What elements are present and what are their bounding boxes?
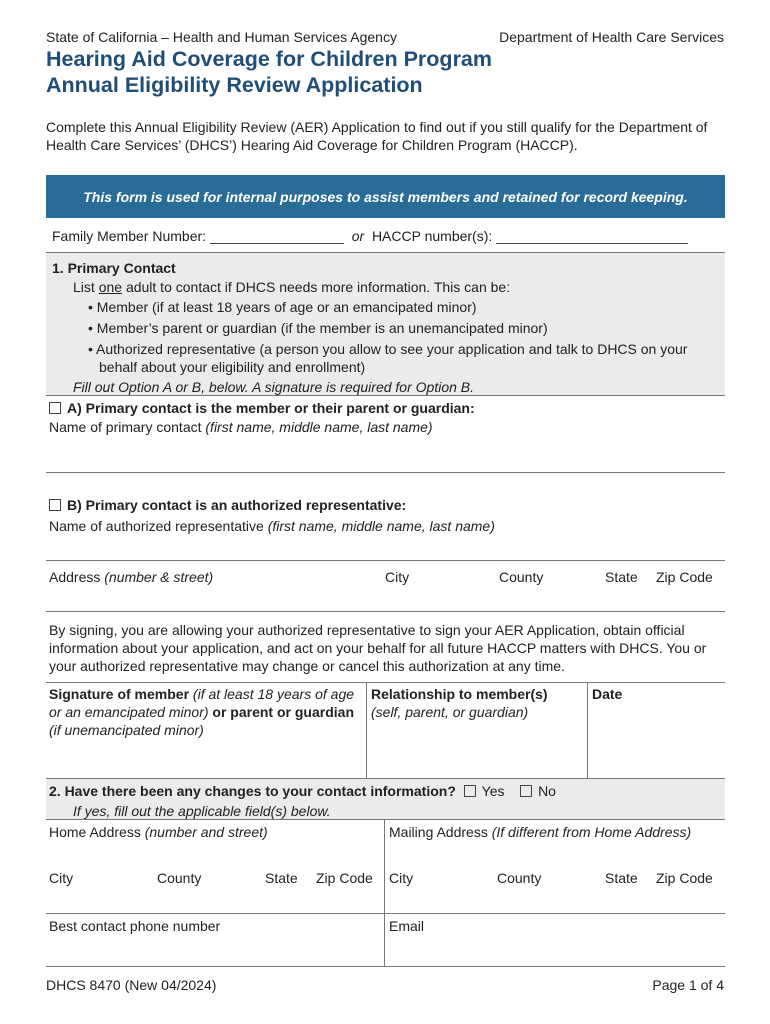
mailing-address-label: Mailing Address (If different from Home Address) bbox=[389, 824, 692, 840]
intro-text: Complete this Annual Eligibility Review (AER) Application to find out if you still qualify for the Department of Health Care Services’ (DHCS’) Hearing Aid Coverage for Children Program (HACCP). bbox=[46, 119, 708, 153]
list-item: • Member (if at least 18 years of age or an emancipated minor) bbox=[88, 299, 477, 315]
authorized-rep-name-field[interactable] bbox=[46, 560, 725, 561]
option-b-label: B) Primary contact is an authorized representative: bbox=[49, 496, 406, 514]
id-numbers-row bbox=[52, 228, 688, 244]
signature-label: Signature of member (if at least 18 years of age or an emancipated minor) or parent or guardian (if unemancipated minor) bbox=[49, 686, 355, 738]
mailing-zip-label: Zip Code bbox=[656, 870, 713, 886]
page-number: Page 1 of 4 bbox=[652, 977, 724, 993]
agency-name: State of California – Health and Human Services Agency bbox=[46, 29, 397, 45]
phone-label: Best contact phone number bbox=[49, 918, 221, 934]
authorized-rep-name-label: Name of authorized representative (first name, middle name, last name) bbox=[49, 518, 495, 534]
email-label: Email bbox=[389, 918, 425, 934]
haccp-number-field[interactable] bbox=[496, 231, 688, 244]
list-item: • Member’s parent or guardian (if the member is an unemancipated minor) bbox=[88, 320, 548, 336]
authorization-consent-text: By signing, you are allowing your authorized representative to sign your AER Application, obtain official information about your application, and act on your behalf for all future HACCP matters with DHCS. You or your authorized representative may change or cancel this authorization at any time. bbox=[49, 622, 707, 674]
address-fields[interactable] bbox=[46, 913, 725, 914]
form-title: Hearing Aid Coverage for Children Program bbox=[46, 47, 493, 71]
option-a-checkbox[interactable] bbox=[49, 402, 61, 414]
divider bbox=[46, 966, 725, 967]
form-id: DHCS 8470 (New 04/2024) bbox=[46, 977, 217, 993]
section1-note: Fill out Option A or B, below. A signature is required for Option B. bbox=[73, 379, 475, 395]
home-zip-label: Zip Code bbox=[316, 870, 373, 886]
home-address-label: Home Address (number and street) bbox=[49, 824, 268, 840]
divider bbox=[46, 682, 725, 683]
address-field[interactable] bbox=[46, 611, 725, 612]
option-a-label: A) Primary contact is the member or their parent or guardian: bbox=[49, 399, 475, 417]
mailing-state-label: State bbox=[605, 870, 638, 886]
county-label: County bbox=[499, 569, 544, 585]
family-member-label: Family Member Number: bbox=[52, 228, 207, 244]
mailing-city-label: City bbox=[389, 870, 414, 886]
divider bbox=[366, 682, 367, 778]
home-state-label: State bbox=[265, 870, 298, 886]
state-label: State bbox=[605, 569, 638, 585]
relationship-label: Relationship to member(s) (self, parent, or guardian) bbox=[371, 686, 548, 720]
list-item: • Authorized representative (a person you allow to see your application and talk to DHCS on your behalf about your eligibility and enrollment) bbox=[88, 341, 688, 375]
internal-use-banner: This form is used for internal purposes to assist members and retained for record keeping. bbox=[46, 175, 725, 218]
primary-contact-name-field[interactable] bbox=[46, 472, 725, 473]
section2-question: 2. Have there been any changes to your contact information? Yes No bbox=[49, 783, 556, 799]
or-label: or bbox=[351, 228, 365, 244]
haccp-number-label: HACCP number(s): bbox=[371, 228, 493, 244]
divider bbox=[384, 819, 385, 966]
primary-contact-name-label: Name of primary contact (first name, middle name, last name) bbox=[49, 419, 433, 435]
home-county-label: County bbox=[157, 870, 202, 886]
section1-title: 1. Primary Contact bbox=[52, 260, 176, 276]
yes-checkbox[interactable] bbox=[464, 785, 476, 797]
home-city-label: City bbox=[49, 870, 74, 886]
divider bbox=[587, 682, 588, 778]
date-label: Date bbox=[592, 686, 623, 702]
divider bbox=[46, 395, 725, 396]
divider bbox=[46, 819, 725, 820]
no-checkbox[interactable] bbox=[520, 785, 532, 797]
zip-code-label: Zip Code bbox=[656, 569, 713, 585]
department-name: Department of Health Care Services bbox=[499, 29, 724, 45]
section1-instructions: List one adult to contact if DHCS needs more information. This can be: bbox=[73, 279, 511, 295]
form-subtitle: Annual Eligibility Review Application bbox=[46, 73, 423, 97]
city-label: City bbox=[385, 569, 410, 585]
address-label: Address (number & street) bbox=[49, 569, 214, 585]
family-member-number-field[interactable] bbox=[210, 231, 344, 244]
option-b-checkbox[interactable] bbox=[49, 499, 61, 511]
mailing-county-label: County bbox=[497, 870, 542, 886]
section2-note: If yes, fill out the applicable field(s) below. bbox=[73, 803, 331, 819]
